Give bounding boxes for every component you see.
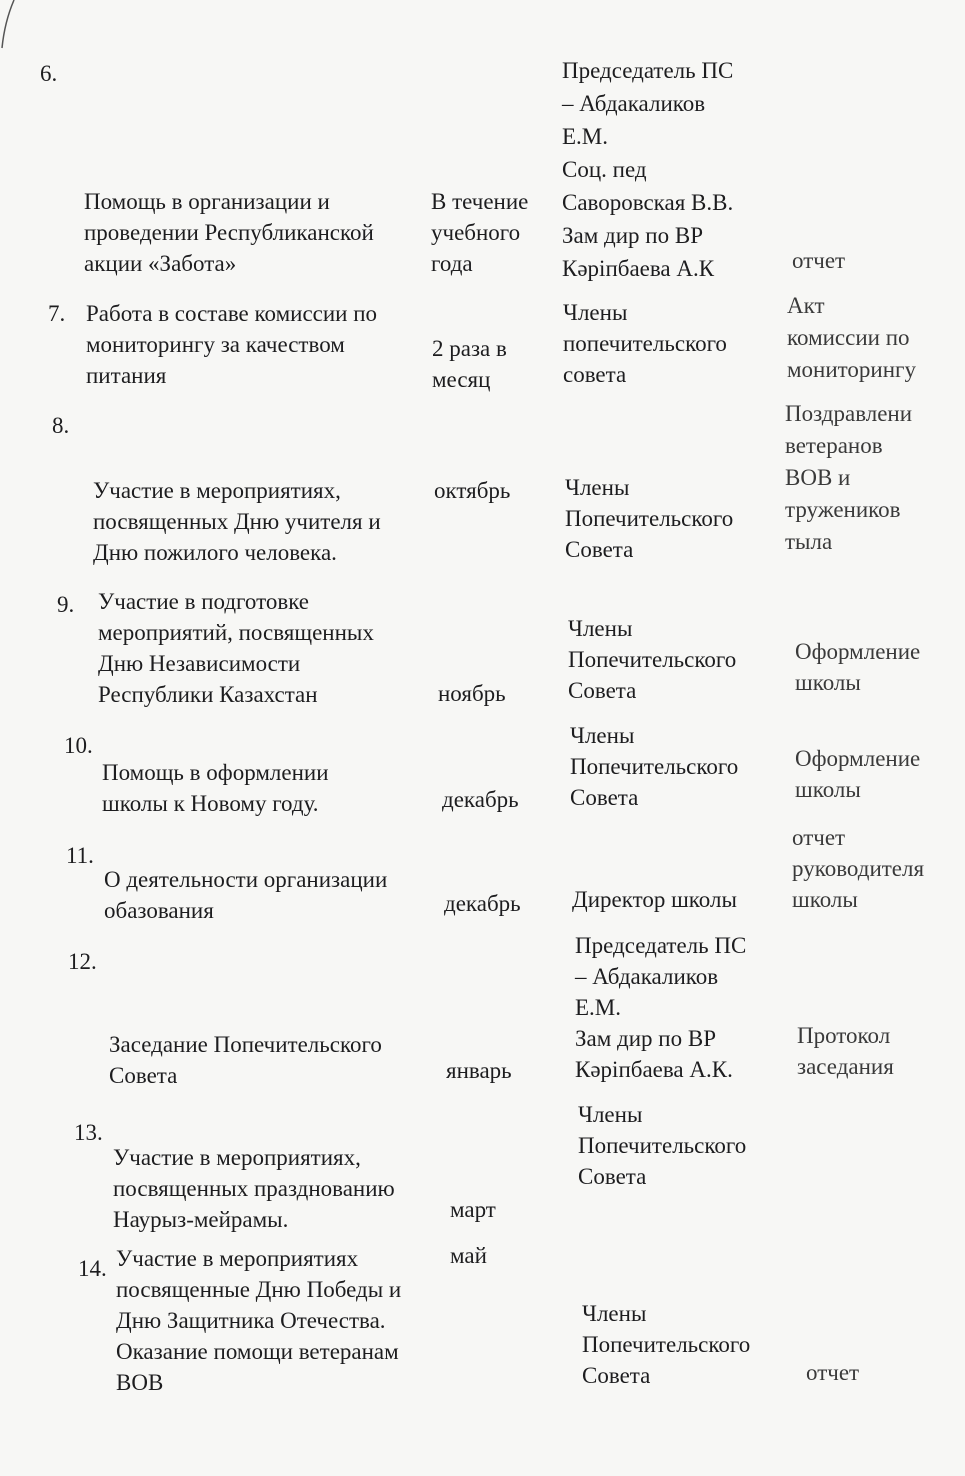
- result-text-line: руководителя: [792, 856, 925, 881]
- result-text-line: комиссии по: [787, 325, 910, 350]
- responsible-text-line: Совета: [565, 537, 634, 562]
- result-text-line: Оформление: [795, 746, 921, 771]
- responsible-text-line: Е.М.: [562, 124, 608, 149]
- event-text-line: Участие в подготовке: [98, 589, 310, 614]
- responsible-text-line: Члены: [563, 300, 628, 325]
- responsible-text-line: Е.М.: [575, 995, 621, 1020]
- result-text-line: отчет: [806, 1360, 860, 1385]
- period-text-line: октябрь: [434, 478, 511, 503]
- period-text-line: декабрь: [442, 787, 519, 812]
- responsible-text-line: Совета: [582, 1363, 651, 1388]
- responsible-text-line: Совета: [570, 785, 639, 810]
- responsible-text-line: Саворовская В.В.: [562, 190, 734, 215]
- event-text-line: посвященные Дню Победы и: [116, 1277, 402, 1302]
- result-text-line: школы: [795, 670, 861, 695]
- event-text-line: обазования: [104, 898, 214, 923]
- result-text-line: заседания: [797, 1054, 894, 1079]
- event-text-line: проведении Республиканской: [84, 220, 374, 245]
- responsible-text-line: Члены: [565, 475, 630, 500]
- row-number: 8.: [52, 413, 70, 438]
- event-text-line: Оказание помощи ветеранам: [116, 1339, 399, 1364]
- responsible-text-line: Соц. пед: [562, 157, 647, 182]
- result-text-line: Акт: [787, 293, 825, 318]
- row-number: 9.: [57, 592, 75, 617]
- event-text-line: Участие в мероприятиях,: [93, 478, 341, 503]
- event-text-line: Работа в составе комиссии по: [86, 301, 378, 326]
- result-text-line: школы: [792, 887, 858, 912]
- period-text-line: года: [431, 251, 473, 276]
- row-number: 7.: [48, 301, 66, 326]
- row-number: 6.: [40, 61, 58, 86]
- responsible-text-line: Совета: [578, 1164, 647, 1189]
- period-text-line: март: [450, 1197, 496, 1222]
- period-text-line: декабрь: [444, 891, 521, 916]
- responsible-text-line: Попечительского: [568, 647, 737, 672]
- result-text-line: Протокол: [797, 1023, 891, 1048]
- result-text-line: ВОВ и: [785, 465, 851, 490]
- event-text-line: посвященных празднованию: [113, 1176, 395, 1201]
- event-text-line: школы к Новому году.: [102, 791, 319, 816]
- row-number: 13.: [74, 1120, 103, 1145]
- responsible-text-line: попечительского: [563, 331, 727, 356]
- responsible-text-line: Председатель ПС: [575, 933, 747, 958]
- result-text-line: отчет: [792, 248, 846, 273]
- responsible-text-line: Члены: [568, 616, 633, 641]
- event-text-line: посвященных Дню учителя и: [93, 509, 381, 534]
- result-text-line: ветеранов: [785, 433, 883, 458]
- result-text-line: мониторингу: [787, 357, 916, 382]
- responsible-text-line: Попечительского: [570, 754, 739, 779]
- event-text-line: О деятельности организации: [104, 867, 388, 892]
- responsible-text-line: Зам дир по ВР: [562, 223, 703, 248]
- responsible-text-line: Кәріпбаева А.К: [562, 256, 715, 281]
- event-text-line: Участие в мероприятиях: [116, 1246, 359, 1271]
- responsible-text-line: Члены: [570, 723, 635, 748]
- responsible-text-line: Члены: [582, 1301, 647, 1326]
- event-text-line: мониторингу за качеством: [86, 332, 345, 357]
- responsible-text-line: совета: [563, 362, 627, 387]
- event-text-line: Участие в мероприятиях,: [113, 1145, 361, 1170]
- period-text-line: январь: [446, 1058, 512, 1083]
- responsible-text-line: Попечительского: [565, 506, 734, 531]
- event-text-line: Республики Казахстан: [98, 682, 318, 707]
- period-text-line: месяц: [432, 367, 491, 392]
- event-text-line: Дню Независимости: [98, 651, 301, 676]
- event-text-line: Помощь в оформлении: [102, 760, 329, 785]
- period-text-line: май: [450, 1243, 487, 1268]
- event-text-line: мероприятий, посвященных: [98, 620, 374, 645]
- responsible-text-line: Директор школы: [572, 887, 737, 912]
- responsible-text-line: Совета: [568, 678, 637, 703]
- event-text-line: ВОВ: [116, 1370, 164, 1395]
- row-number: 11.: [66, 843, 94, 868]
- responsible-text-line: Кәріпбаева А.К.: [575, 1057, 733, 1082]
- result-text-line: отчет: [792, 825, 846, 850]
- event-text-line: Наурыз-мейрамы.: [113, 1207, 289, 1232]
- event-text-line: Дню пожилого человека.: [93, 540, 337, 565]
- responsible-text-line: – Абдакаликов: [575, 964, 719, 989]
- period-text-line: В течение: [431, 189, 529, 214]
- row-number: 14.: [78, 1256, 107, 1281]
- result-text-line: Оформление: [795, 639, 921, 664]
- responsible-text-line: Председатель ПС: [562, 58, 734, 83]
- responsible-text-line: – Абдакаликов: [562, 91, 706, 116]
- row-number: 12.: [68, 949, 97, 974]
- result-text-line: Поздравлени: [785, 401, 913, 426]
- event-text-line: акции «Забота»: [84, 251, 237, 276]
- event-text-line: Помощь в организации и: [84, 189, 330, 214]
- responsible-text-line: Члены: [578, 1102, 643, 1127]
- event-text-line: питания: [86, 363, 167, 388]
- result-text-line: тружеников: [785, 497, 901, 522]
- result-text-line: школы: [795, 777, 861, 802]
- period-text-line: учебного: [431, 220, 521, 245]
- row-number: 10.: [64, 733, 93, 758]
- responsible-text-line: Зам дир по ВР: [575, 1026, 716, 1051]
- period-text-line: ноябрь: [438, 681, 506, 706]
- corner-mark: [0, 0, 18, 60]
- responsible-text-line: Попечительского: [582, 1332, 751, 1357]
- result-text-line: тыла: [785, 529, 833, 554]
- period-text-line: 2 раза в: [432, 336, 507, 361]
- event-text-line: Дню Защитника Отечества.: [116, 1308, 386, 1333]
- event-text-line: Заседание Попечительского: [109, 1032, 382, 1057]
- responsible-text-line: Попечительского: [578, 1133, 747, 1158]
- event-text-line: Совета: [109, 1063, 178, 1088]
